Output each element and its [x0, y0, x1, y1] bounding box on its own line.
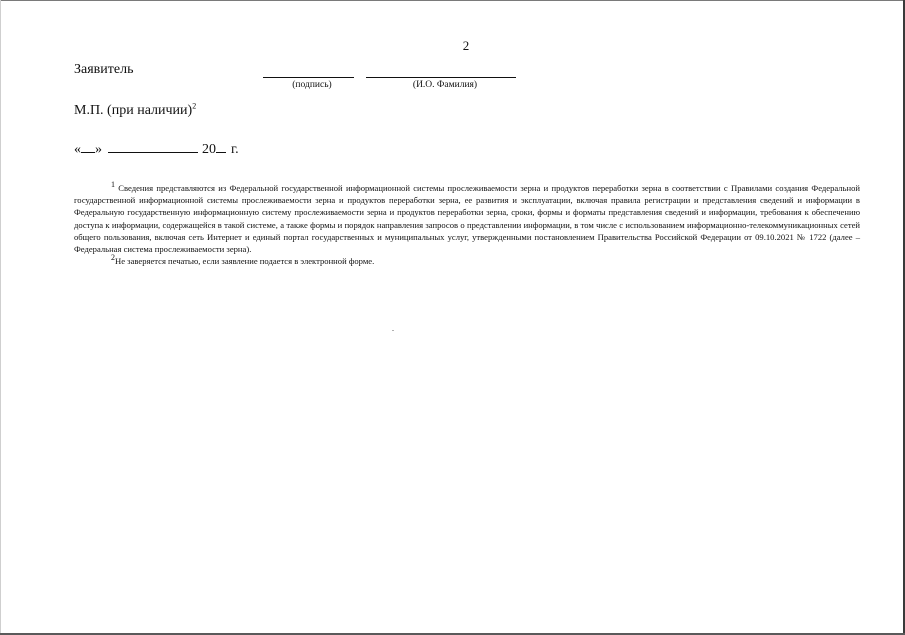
footnotes — [74, 182, 860, 267]
stamp-line — [74, 103, 196, 119]
scan-speck — [392, 330, 394, 331]
stamp-label: М.П. (при наличии) — [74, 103, 193, 118]
name-caption: (И.О. Фамилия) — [412, 80, 478, 90]
date-line — [74, 141, 239, 158]
footnote-1 — [74, 182, 860, 255]
applicant-label: Заявитель — [74, 62, 134, 77]
footnote-2-marker: 2 — [111, 253, 115, 263]
signature-caption: (подпись) — [292, 80, 332, 90]
footnote-1-marker: 1 — [111, 180, 115, 190]
scan-edge-left — [0, 0, 1, 635]
scan-edge-top — [0, 0, 905, 1]
date-close-quote: » — [95, 142, 102, 157]
day-blank — [81, 141, 95, 153]
date-open-quote: « — [74, 142, 81, 157]
signature-line — [263, 77, 354, 78]
page-number: 2 — [462, 38, 470, 53]
footnote-2 — [74, 255, 860, 267]
stamp-footnote-ref: 2 — [192, 101, 197, 111]
footnote-2-text: Не заверяется печатью, если заявление подается в электронной форме. — [115, 256, 375, 267]
name-line — [366, 77, 516, 78]
footnote-1-text: Сведения представляются из Федеральной государственной информационной системы прослеживаемости зерна и продуктов переработки зерна в соответствии с Правилами создания Федеральной государственной информационной системы прослеживаемости зерна и продуктов переработки зерна, ее развития и эксплуатации, включая правила регистрации и представления сведений и информации в Федеральную государственную информационную систему прослеживаемости зерна и продуктов переработки зерна, сроки, формы и форматы представления сведений и информации, требования к обеспечению доступа к информации, содержащейся в такой системе, а также формы и порядок направления запросов о представлении информации, в том числе с использованием информационно-телекоммуникационных сетей общего пользования, включая сеть Интернет и единый портал государственных и муниципальных услуг, утвержденными постановлением Правительства Российской Федерации от 09.10.2021 № 1722 (далее – Федеральная система прослеживаемости зерна). — [74, 183, 860, 255]
year-blank — [216, 141, 226, 153]
month-blank — [108, 141, 198, 153]
year-prefix: 20 — [202, 142, 216, 157]
year-suffix: г. — [231, 142, 239, 157]
